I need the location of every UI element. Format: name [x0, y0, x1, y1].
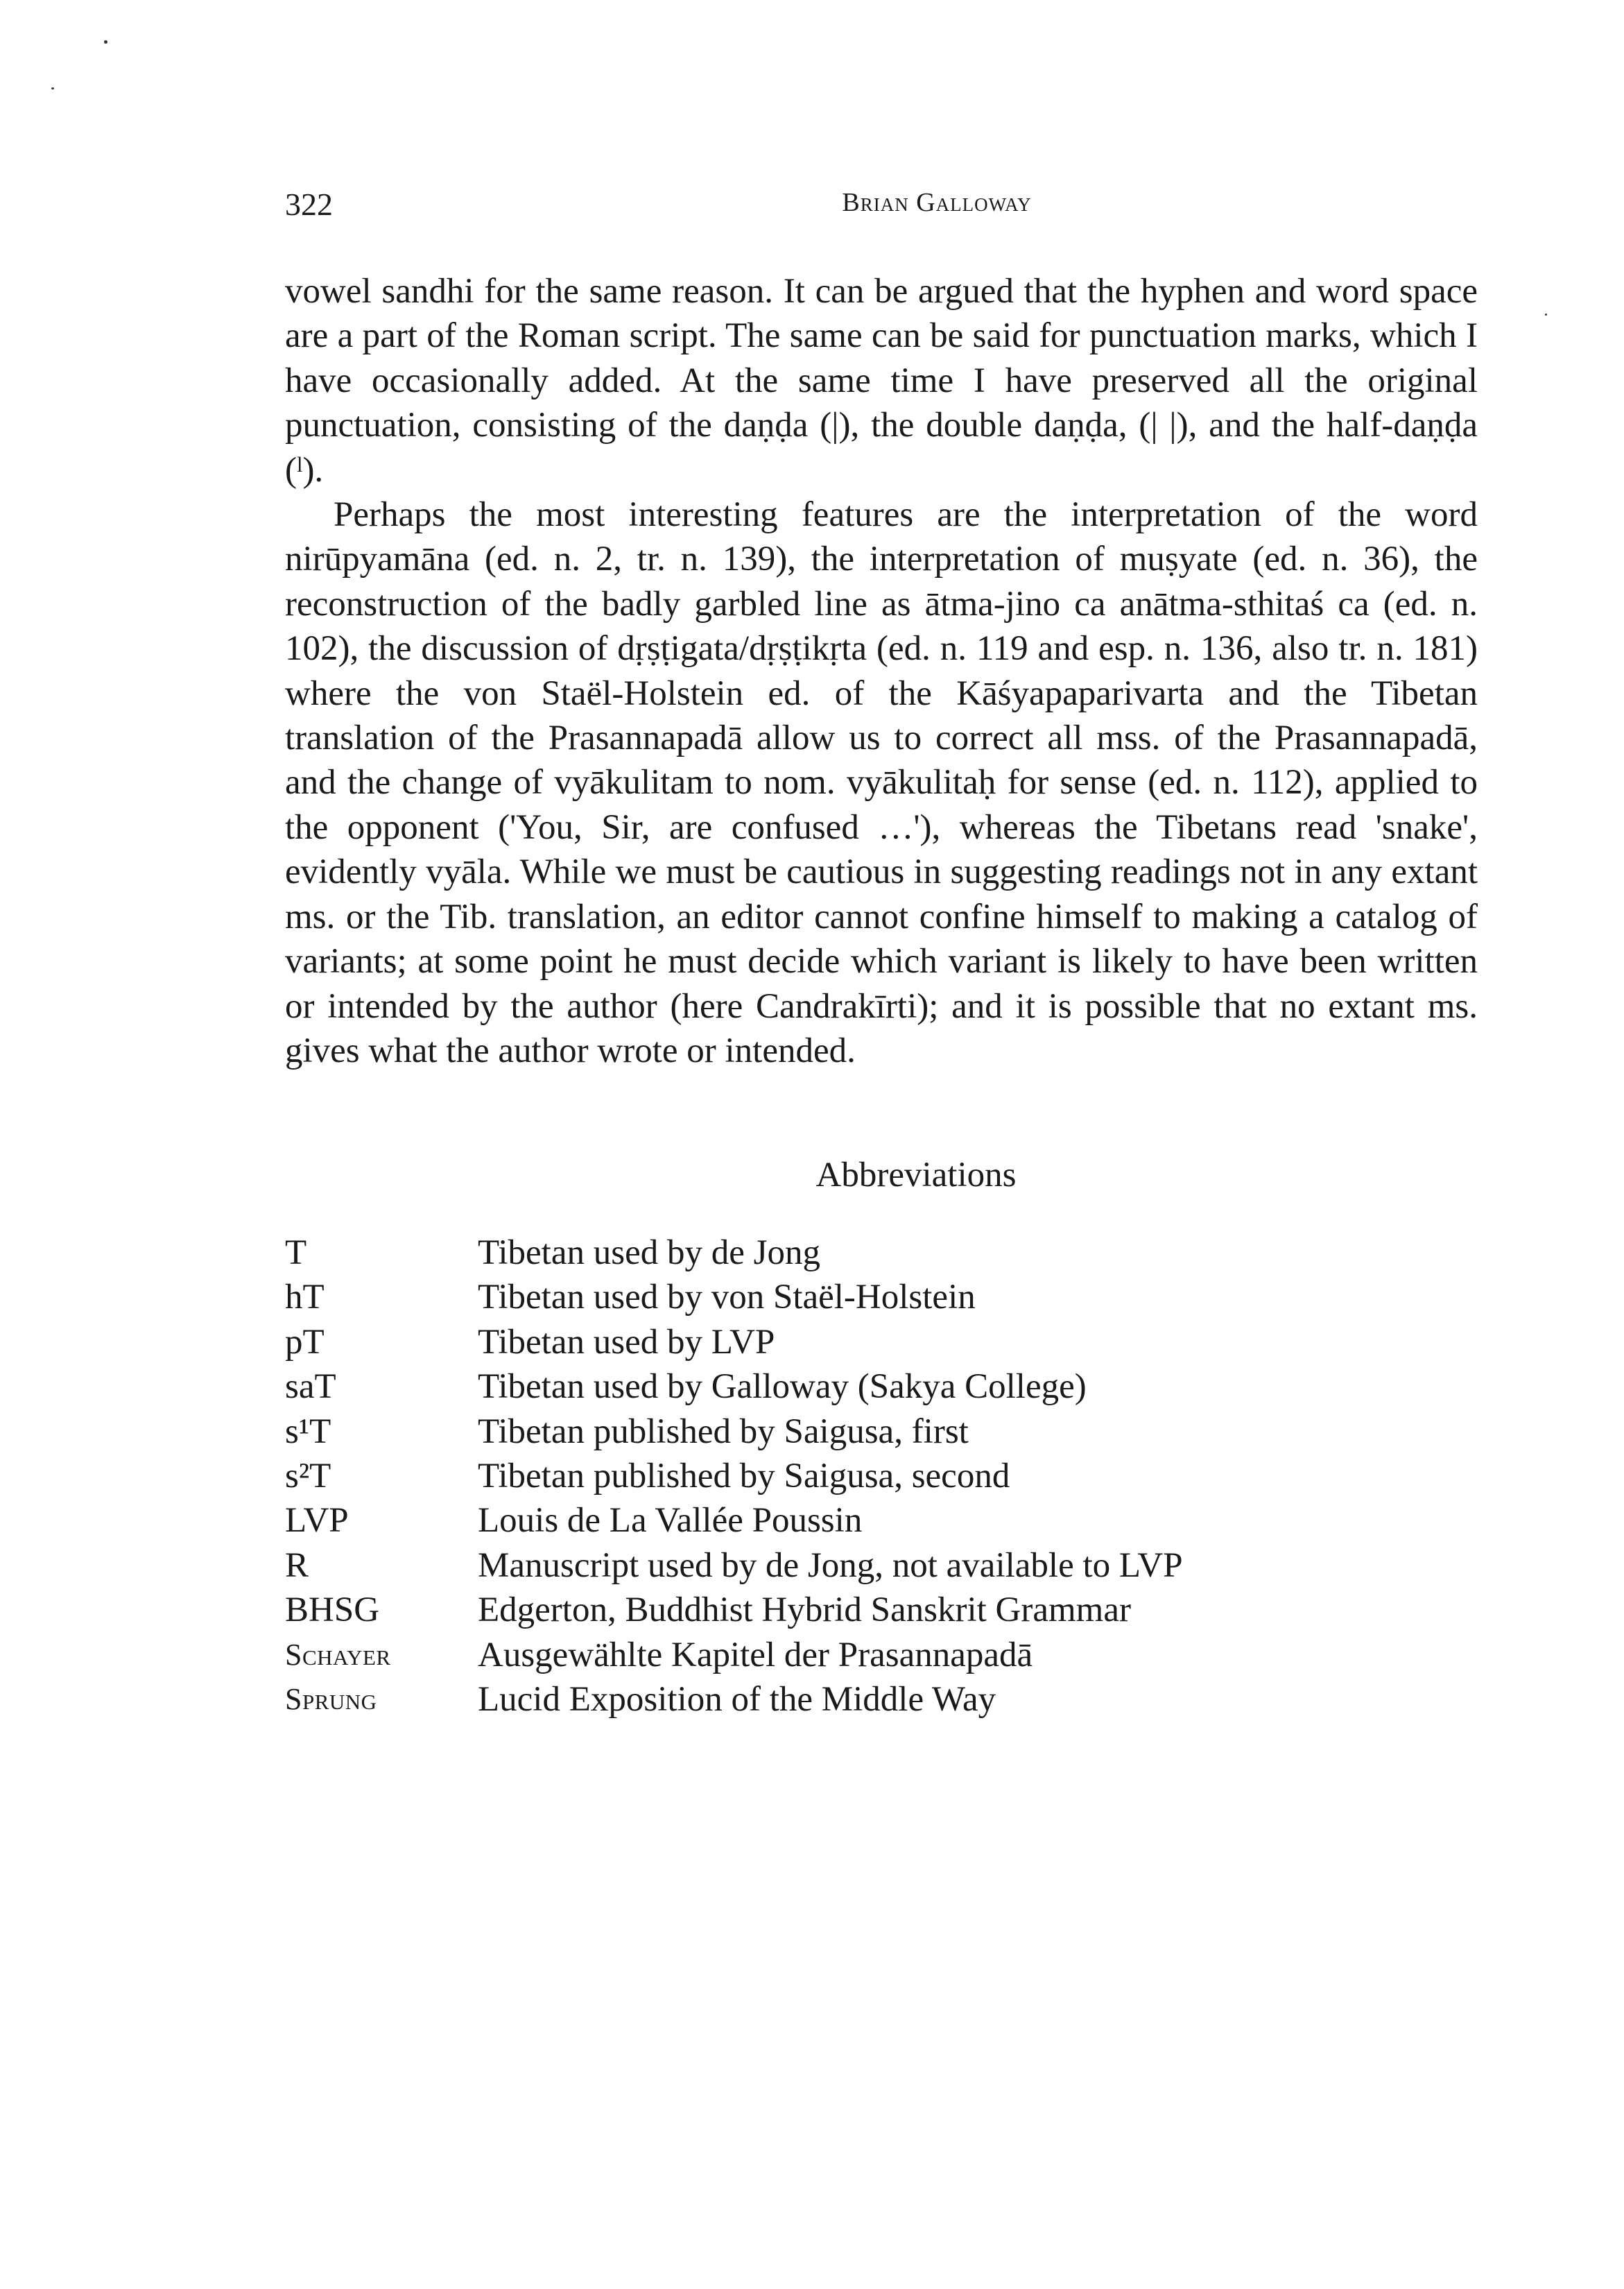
paragraph-interpretation: Perhaps the most interesting features are the interpretation of the word nirūpyamāna (ed. n. 2, tr. n. 139), the interpretation of muṣyate (ed. n. 36), the reconstruction of the badly garbled line as ātma-jino ca anātma-sthitaś ca (ed. n. 102), the discussion of dṛṣṭigata/dṛṣṭikṛta (ed. n. 119 and esp. n. 136, also tr. n. 181) where the von Staël-Holstein ed. of the Kāśyapaparivarta and the Tibetan translation of the Prasannapadā allow us to correct all mss. of the Prasannapadā, and the change of vyākulitam to nom. vyākulitaḥ for sense (ed. n. 112), applied to the opponent ('You, Sir, are confused …'), whereas the Tibetans read 'snake', evidently vyāla. While we must be cautious in suggesting readings not in any extant ms. or the Tib. translation, an editor cannot confine himself to making a catalog of variants; at some point he must decide which variant is likely to have been written or intended by the author (here Candrakīrti); and it is possible that no extant ms. gives what the author wrote or intended.: [285, 495, 1478, 1070]
abbreviation-meaning: Tibetan used by LVP: [478, 1322, 775, 1362]
abbreviation-meaning: Tibetan published by Saigusa, first: [478, 1412, 969, 1451]
abbreviation-row: [285, 1543, 1478, 1588]
scan-speck: [1545, 314, 1547, 316]
abbreviation-row: [285, 1677, 1478, 1722]
abbreviation-key: T: [285, 1233, 307, 1272]
abbreviation-meaning: Tibetan used by Galloway (Sakya College): [478, 1367, 1087, 1407]
abbreviation-key: s²T: [285, 1456, 331, 1495]
abbreviation-row: [285, 1364, 1478, 1409]
abbreviation-row: [285, 1409, 1478, 1454]
abbreviation-meaning: Tibetan used by de Jong: [478, 1233, 820, 1272]
abbreviation-row: [285, 1320, 1478, 1364]
abbreviation-key: BHSG: [285, 1591, 380, 1630]
paragraph-continuation: vowel sandhi for the same reason. It can be argued that the hyphen and word space are a part of the Roman script. The same can be said for punctuation marks, which I have occasionally added. At the same time I have preserved all the original punctuation, consisting of the daṇḍa (|), the double daṇḍa, (| |), and the half-daṇḍa (ˡ).: [285, 272, 1478, 490]
abbreviation-row: [285, 1275, 1478, 1319]
abbreviation-row: [285, 1231, 1478, 1275]
body-text: [285, 269, 1478, 1073]
abbreviation-meaning: Lucid Exposition of the Middle Way: [478, 1679, 996, 1719]
abbreviation-key: hT: [285, 1278, 325, 1317]
abbreviation-meaning: Edgerton, Buddhist Hybrid Sanskrit Grammar: [478, 1591, 1131, 1630]
scan-speck: [51, 87, 54, 89]
abbreviation-key: s¹T: [285, 1412, 331, 1451]
page-number: 322: [285, 187, 333, 222]
abbreviation-row: [285, 1633, 1478, 1677]
abbreviation-meaning: Tibetan used by von Staël-Holstein: [478, 1278, 976, 1317]
scan-speck: [104, 40, 107, 44]
abbreviation-key: R: [285, 1545, 309, 1585]
abbreviation-meaning: Manuscript used by de Jong, not available to LVP: [478, 1545, 1183, 1585]
abbreviation-key: Schayer: [285, 1637, 391, 1672]
abbreviations-list: [285, 1231, 1478, 1722]
abbreviation-row: [285, 1498, 1478, 1543]
abbreviations-heading: Abbreviations: [815, 1156, 1017, 1194]
abbreviation-row: [285, 1588, 1478, 1632]
abbreviation-key: pT: [285, 1322, 325, 1362]
abbreviation-key: LVP: [285, 1501, 349, 1541]
abbreviation-meaning: Ausgewählte Kapitel der Prasannapadā: [478, 1635, 1033, 1674]
abbreviation-key: saT: [285, 1367, 336, 1407]
abbreviation-meaning: Tibetan published by Saigusa, second: [478, 1456, 1010, 1495]
running-head-author: Brian Galloway: [842, 188, 1032, 217]
running-header: [285, 186, 1478, 228]
abbreviation-row: [285, 1454, 1478, 1498]
abbreviation-key: Sprung: [285, 1681, 377, 1716]
abbreviation-meaning: Louis de La Vallée Poussin: [478, 1501, 863, 1541]
